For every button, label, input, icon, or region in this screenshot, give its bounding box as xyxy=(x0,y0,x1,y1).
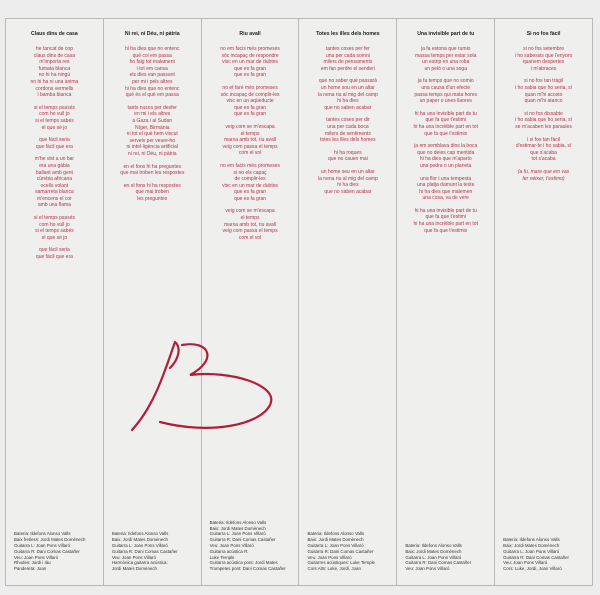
lyric-line: si no fos tan tràgil xyxy=(523,78,564,85)
lyric-line: hi ha dies que no entenc xyxy=(124,46,180,52)
lyric-line: que es fa gran xyxy=(234,111,267,118)
lyric-line: passa temps qui mata hores xyxy=(414,91,478,98)
credit-line: Rhodes: Jordi i Iàu xyxy=(14,560,51,566)
lyric-line: no em facis més promeses xyxy=(220,46,280,52)
credit-line: Veu: Joan Pons Villaró xyxy=(14,554,59,560)
credits xyxy=(307,531,394,572)
stanza xyxy=(399,111,492,137)
lyric-line: em fan perdre el senderi xyxy=(320,65,375,72)
lyrics xyxy=(497,46,590,182)
song-title: Una invisible part de tu xyxy=(417,31,475,37)
lyric-line: claus dins de casa xyxy=(33,52,75,59)
lyric-line: no hi ha ni una ànima xyxy=(30,78,79,85)
credit-line: Guitarres acústiques: Luke Temple xyxy=(307,560,376,566)
lyric-line: una flor i una tempesta xyxy=(420,175,472,182)
lyric-line: hi ha dies que m'aparto xyxy=(419,156,472,163)
stanza xyxy=(399,176,492,202)
stanza xyxy=(8,247,101,260)
lyric-line: m'importa res xyxy=(39,59,70,66)
lyric-line: hi ha dies xyxy=(337,182,359,189)
stanza xyxy=(301,150,394,163)
lyric-line: visc en un mar de dubtes xyxy=(222,59,278,66)
stanza xyxy=(301,78,394,111)
lyric-line: que fàcil seria xyxy=(38,247,70,254)
song-column xyxy=(6,19,104,585)
lyric-line: visc en un aqüeducte xyxy=(226,98,274,105)
lyric-line: un peló o una soga xyxy=(424,65,467,72)
song-column xyxy=(202,19,300,585)
stanza xyxy=(399,46,492,72)
credit-line: Veu: Joan Pons Villaró xyxy=(307,554,352,560)
note-line: (a fu, mare que em vas xyxy=(517,168,570,175)
credit-line: Bateria: Ildefons Alonso Valls xyxy=(14,531,71,537)
credit-line: Cors: Luke, Jordi, Joan Villaró xyxy=(503,566,562,572)
lyric-line: ocells volant xyxy=(40,182,69,189)
credit-line: Guitarra L: Joan Pons Villaró xyxy=(14,543,71,549)
lyric-line: era una gàbia xyxy=(39,162,70,169)
lyric-line: com ho vull jo xyxy=(39,221,70,228)
stanza xyxy=(301,46,394,72)
lyric-line: ho faig tot malament xyxy=(129,59,175,66)
stanza xyxy=(301,169,394,195)
lyric-line: i si fos tan fàcil xyxy=(527,136,560,143)
lyric-line: una pedra o un planeta xyxy=(420,162,472,169)
credit-line: Cors Alts: Luke, Jordi, Joan xyxy=(307,566,361,572)
credit-line: Veu: Joan Pons Villaró xyxy=(503,560,548,566)
lyric-line: no hi ha ningú xyxy=(38,72,71,79)
lyric-line: i ho sabessis que l'enyoro xyxy=(514,52,573,59)
lyric-line: hi ha una invisible part de tu xyxy=(414,207,477,214)
song-title: Totes les illes dels homes xyxy=(316,31,380,37)
lyric-line: hi ha una incrèible part en tot xyxy=(413,123,478,130)
lyric-line: per mi i pels altres xyxy=(131,78,173,85)
lyric-line: que es fa gran xyxy=(234,189,267,196)
lyrics xyxy=(106,46,199,202)
credit-line: Luke Temple xyxy=(209,554,235,560)
lyric-line: un home seu en un altar xyxy=(320,168,375,175)
lyric-line: milers de pensaments xyxy=(323,59,373,66)
stanza xyxy=(497,46,590,72)
lyric-line: i bamba blanca xyxy=(37,92,72,99)
song-column xyxy=(495,19,592,585)
lyrics xyxy=(399,46,492,234)
lyric-line: visc en un mar de dubtes xyxy=(222,182,278,189)
lyric-line: ballant amb gent xyxy=(35,169,73,176)
lyric-line: serveix per veure-ho xyxy=(129,137,176,144)
lyric-line: cordons vermells xyxy=(35,85,74,92)
lyric-line: que no saber què passarà xyxy=(318,78,377,85)
lyric-line: en el fons hi ha preguntes xyxy=(123,163,182,170)
lyric-line: sóc incapaç de respondre xyxy=(221,52,279,59)
credit-line: Guitarra acústica pont: Jordi Mates xyxy=(209,560,278,566)
lyric-line: si no fos dissabte xyxy=(524,110,563,117)
credits xyxy=(210,520,297,572)
credit-line: Veu: Joan Pons Villaró xyxy=(405,566,450,572)
credit-line: Baix: Jordi Mates Domènech xyxy=(307,537,364,543)
stanza xyxy=(8,105,101,131)
lyric-line: que es fa gran xyxy=(234,195,267,202)
credit-line: Guitarra R: Dani Comas Castañer xyxy=(307,548,374,554)
lyric-line: no et faré més promeses xyxy=(222,84,278,91)
lyric-line: el temps xyxy=(240,130,260,137)
lyric-line: totes les illes dels homes xyxy=(320,137,376,144)
lyric-line: samarreta blanca xyxy=(35,189,74,196)
lyric-line: el que sé jo xyxy=(41,234,68,241)
stanza xyxy=(399,208,492,234)
lyric-line: veig com passa el temps xyxy=(222,143,278,150)
stanza xyxy=(8,156,101,209)
credit-line: Baix: Jordi Mates Domènech xyxy=(503,543,560,549)
credit-line: Trompetes pont: Dani Comas Castañer xyxy=(209,566,286,572)
lyric-line: un home sou en un altar xyxy=(320,84,375,91)
credit-line: Baix: Jordi Mates Domènech xyxy=(405,548,462,554)
credit-line: Guitarra L: Joan Pons Villaró xyxy=(209,531,266,537)
lyric-line: si el temps sabés xyxy=(35,228,74,235)
lyric-line: hi ha una invisible part de tu xyxy=(414,110,477,117)
lyric-line: que fa que t'estimis xyxy=(424,227,468,234)
lyric-line: hi ha una incrèible part en tot xyxy=(413,221,478,228)
lyric-line: si el temps passés xyxy=(33,215,75,222)
credit-line: Jordi Mates Domènech xyxy=(111,566,157,572)
lyric-line: un estrip en una roba xyxy=(422,59,470,66)
lyric-line: quanem despertes xyxy=(522,59,565,66)
credit-line: Guitarra R: Dani Comas Castañer xyxy=(111,548,178,554)
stanza xyxy=(8,215,101,241)
lyric-line: amb una flama xyxy=(37,202,71,209)
lyric-line: que no deies cap mentida xyxy=(417,149,475,156)
lyric-line: que no saben acabar xyxy=(324,188,372,195)
song-column xyxy=(299,19,397,585)
lyric-line: veig com se m'escapa xyxy=(225,208,275,215)
lyric-line: no em facis més promeses xyxy=(220,162,280,169)
credit-line: Bateria: Ildefons Alonso Valls xyxy=(209,519,267,525)
lyric-line: la nena riu al mig del camp xyxy=(318,175,378,182)
stanza xyxy=(497,111,590,131)
credit-line: Baix: Jordi Mates Domènech xyxy=(111,537,168,543)
lyric-line: els dies van passant xyxy=(129,72,175,79)
credit-line: Guitarra R: Dani Comas Castañer xyxy=(14,548,80,554)
credit-line: Bateria: Ildefons Alonso Valls xyxy=(307,531,365,537)
stanza xyxy=(399,78,492,104)
lyrics xyxy=(204,46,297,241)
lyric-line: quan m'hi acosto xyxy=(524,91,563,98)
lyric-line: que es fa gran xyxy=(234,65,267,72)
lyric-line: que es fa gran xyxy=(234,104,267,111)
lyric-line: si el temps sabés xyxy=(35,117,74,124)
lyric-line: hi ha roques xyxy=(334,149,362,156)
stanza xyxy=(204,46,297,79)
lyric-line: he tancat de cop xyxy=(35,46,73,52)
lyric-line: ni intel·ligència artificial xyxy=(126,144,178,151)
lyric-line: una causa d'un efecte xyxy=(421,84,471,91)
note-line: fer néixer, t'estimo) xyxy=(522,175,565,182)
stanza xyxy=(204,85,297,118)
lyric-line: que mai troben les respostes xyxy=(120,170,185,177)
lyric-line: en mi i els altres xyxy=(134,111,171,118)
lyric-line: que fa que t'estimis xyxy=(424,130,468,137)
lyric-line: què és el què em passa xyxy=(125,92,179,99)
lyric-line: què coi em passa xyxy=(132,52,172,59)
stanza xyxy=(497,137,590,163)
lyric-line: i ho sabia que ho seria, sí xyxy=(515,84,573,91)
lyric-line: hi ha dies que no entenc xyxy=(124,85,180,92)
lyrics xyxy=(8,46,101,261)
lyric-line: ja em semblava dins la boca xyxy=(414,143,478,150)
stanza xyxy=(106,183,199,203)
credit-line: Baix: Jordi Mates Domènech xyxy=(209,525,266,531)
note xyxy=(497,169,590,182)
lyric-line: ni rei, ni Déu, ni pàtria xyxy=(127,150,177,157)
lyric-line: milers de sentiments xyxy=(324,130,371,137)
credit-line: Pandereta: Joan xyxy=(14,566,47,572)
lyric-line: d'estimar-te i ho sabia, sí xyxy=(515,143,572,150)
lyric-line: una platja damunt la teste xyxy=(417,182,475,189)
stanza xyxy=(8,137,101,150)
credit-line: Guitarra acústica R: xyxy=(209,548,249,554)
lyric-line: una cosa, va de vere xyxy=(422,195,469,202)
lyric-line: que fa que t'estimi xyxy=(425,214,466,221)
credit-line: Bateria: Ildefons Alonso Valls xyxy=(405,543,462,549)
lyric-line: les preguntes xyxy=(137,195,168,202)
song-title: Si no fos fàcil xyxy=(526,31,561,37)
lyric-line: una per cada boca xyxy=(327,123,369,130)
lyric-line: que no saben acabar xyxy=(324,104,372,111)
credit-line: Guitarra R: Dani Comas Castañer xyxy=(503,554,570,560)
lyric-line: i tot em cansa xyxy=(136,65,168,72)
credit-line: Harmònica guitarra acústica: xyxy=(111,560,168,566)
song-column xyxy=(397,19,495,585)
stanza xyxy=(301,117,394,143)
lyric-line: com el vol xyxy=(238,234,262,241)
lyric-line: que mai troben xyxy=(135,189,169,196)
liner-sheet xyxy=(5,18,593,586)
lyric-line: que s'acaba xyxy=(530,149,557,156)
lyric-line: tants nusos per desfer xyxy=(127,104,177,111)
song-column xyxy=(104,19,202,585)
lyric-line: fumata blanca xyxy=(38,65,71,72)
lyric-line: de complir-les xyxy=(234,176,266,183)
lyric-line: tantes coses per fer xyxy=(325,46,370,52)
stanza xyxy=(106,105,199,158)
song-title: Riu avall xyxy=(239,31,261,37)
lyric-line: una per cada somni xyxy=(325,52,370,59)
credit-line: Baix fretless: Jordi Mates Domènech xyxy=(14,537,86,543)
lyric-line: se m'acaben les paraules xyxy=(515,123,572,130)
credit-line: Veu: Joan Pons Villaró xyxy=(111,554,156,560)
lyric-line: veig com passa el temps xyxy=(222,228,278,235)
lyric-line: marxa amb tot, riu avall xyxy=(224,221,277,228)
credits xyxy=(503,537,590,572)
stanza xyxy=(8,46,101,99)
lyric-line: quan m'hi atanco xyxy=(524,98,563,105)
lyric-line: m'encens el cor xyxy=(36,195,72,202)
stanza xyxy=(106,46,199,99)
lyric-line: massa temps per estar sola xyxy=(415,52,477,59)
credit-line: Guitarra L: Joan Pons Villaró xyxy=(307,543,364,549)
stanza xyxy=(497,78,590,104)
lyric-line: que fàcil seria xyxy=(38,137,70,144)
credits xyxy=(14,531,101,572)
lyrics xyxy=(301,46,394,195)
lyric-line: si el temps passés xyxy=(33,104,75,111)
lyric-line: en el fons hi ha respostes xyxy=(123,182,181,189)
lyric-line: el temps xyxy=(240,215,260,222)
stanza xyxy=(204,163,297,203)
lyric-line: el que sé jo xyxy=(41,124,68,131)
stanza xyxy=(106,164,199,177)
lyric-line: sóc incapaç de complir-les xyxy=(220,91,280,98)
lyric-line: Níger, Birmània xyxy=(135,124,170,131)
credit-line: Guitarra L: Joan Pons Villaró xyxy=(503,548,560,554)
credit-line: Bateria: Ildefons Alonso Valls xyxy=(111,531,169,537)
credit-line: Veu: Joan Pons Villaró xyxy=(209,543,254,549)
credit-line: Guitarra L: Joan Pons Villaró xyxy=(405,554,462,560)
stanza xyxy=(204,124,297,157)
lyric-line: que es fa gran xyxy=(234,72,267,79)
lyric-line: ni tot el què hem viscut xyxy=(126,131,178,138)
lyric-line: hi ha dies que malemen xyxy=(419,188,473,195)
lyric-line: veig com se m'escapa xyxy=(225,123,275,130)
lyric-line: com el vol xyxy=(238,150,262,157)
lyric-line: a Gaza i al Sudan xyxy=(132,117,173,124)
lyric-line: m'he vist a un bar xyxy=(34,156,75,163)
stanza xyxy=(399,143,492,169)
lyric-line: i ho sabia que ho seria, sí xyxy=(515,117,573,124)
credit-line: Guitarra R: Dani Comas Castañer xyxy=(405,560,472,566)
song-title: Ni rei, ni Déu, ni pàtria xyxy=(124,31,180,37)
lyric-line: tot s'acaba xyxy=(531,156,556,163)
credit-line: Guitarra L: Joan Pons Villaró xyxy=(111,543,168,549)
lyric-line: ja fa temps que no somio xyxy=(417,78,474,85)
credit-line: Guitarra R: Dani Comas Castañer xyxy=(209,537,276,543)
stanza xyxy=(204,208,297,241)
lyric-line: que no cauen mai xyxy=(328,156,368,163)
credits xyxy=(405,543,492,572)
lyric-line: i m'abraces xyxy=(530,65,557,72)
lyric-line: la nena riu al mig del camp xyxy=(318,91,378,98)
lyric-line: com ho vull jo xyxy=(39,111,70,118)
lyric-line: hi ha dies xyxy=(337,98,359,105)
lyric-line: que fa que t'estimi xyxy=(425,117,466,124)
lyric-line: marxa amb tot, riu avall xyxy=(224,137,277,144)
lyric-line: ja fa estona que rumio xyxy=(420,46,471,52)
credit-line: Bateria: Ildefons Alonso Valls xyxy=(503,537,560,543)
lyric-line: si no els capaç xyxy=(233,169,267,176)
lyric-line: si no fos setembre xyxy=(523,46,564,52)
song-title: Claus dins de casa xyxy=(31,31,78,37)
credits xyxy=(112,531,199,572)
lyric-line: tantes coses per dir xyxy=(326,117,370,124)
lyric-line: un paper o unes llaores xyxy=(419,98,472,105)
lyric-line: que fàcil que era xyxy=(35,143,73,150)
lyric-line: cúmbia africana xyxy=(36,176,73,183)
lyric-line: que fàcil que era xyxy=(35,254,73,261)
